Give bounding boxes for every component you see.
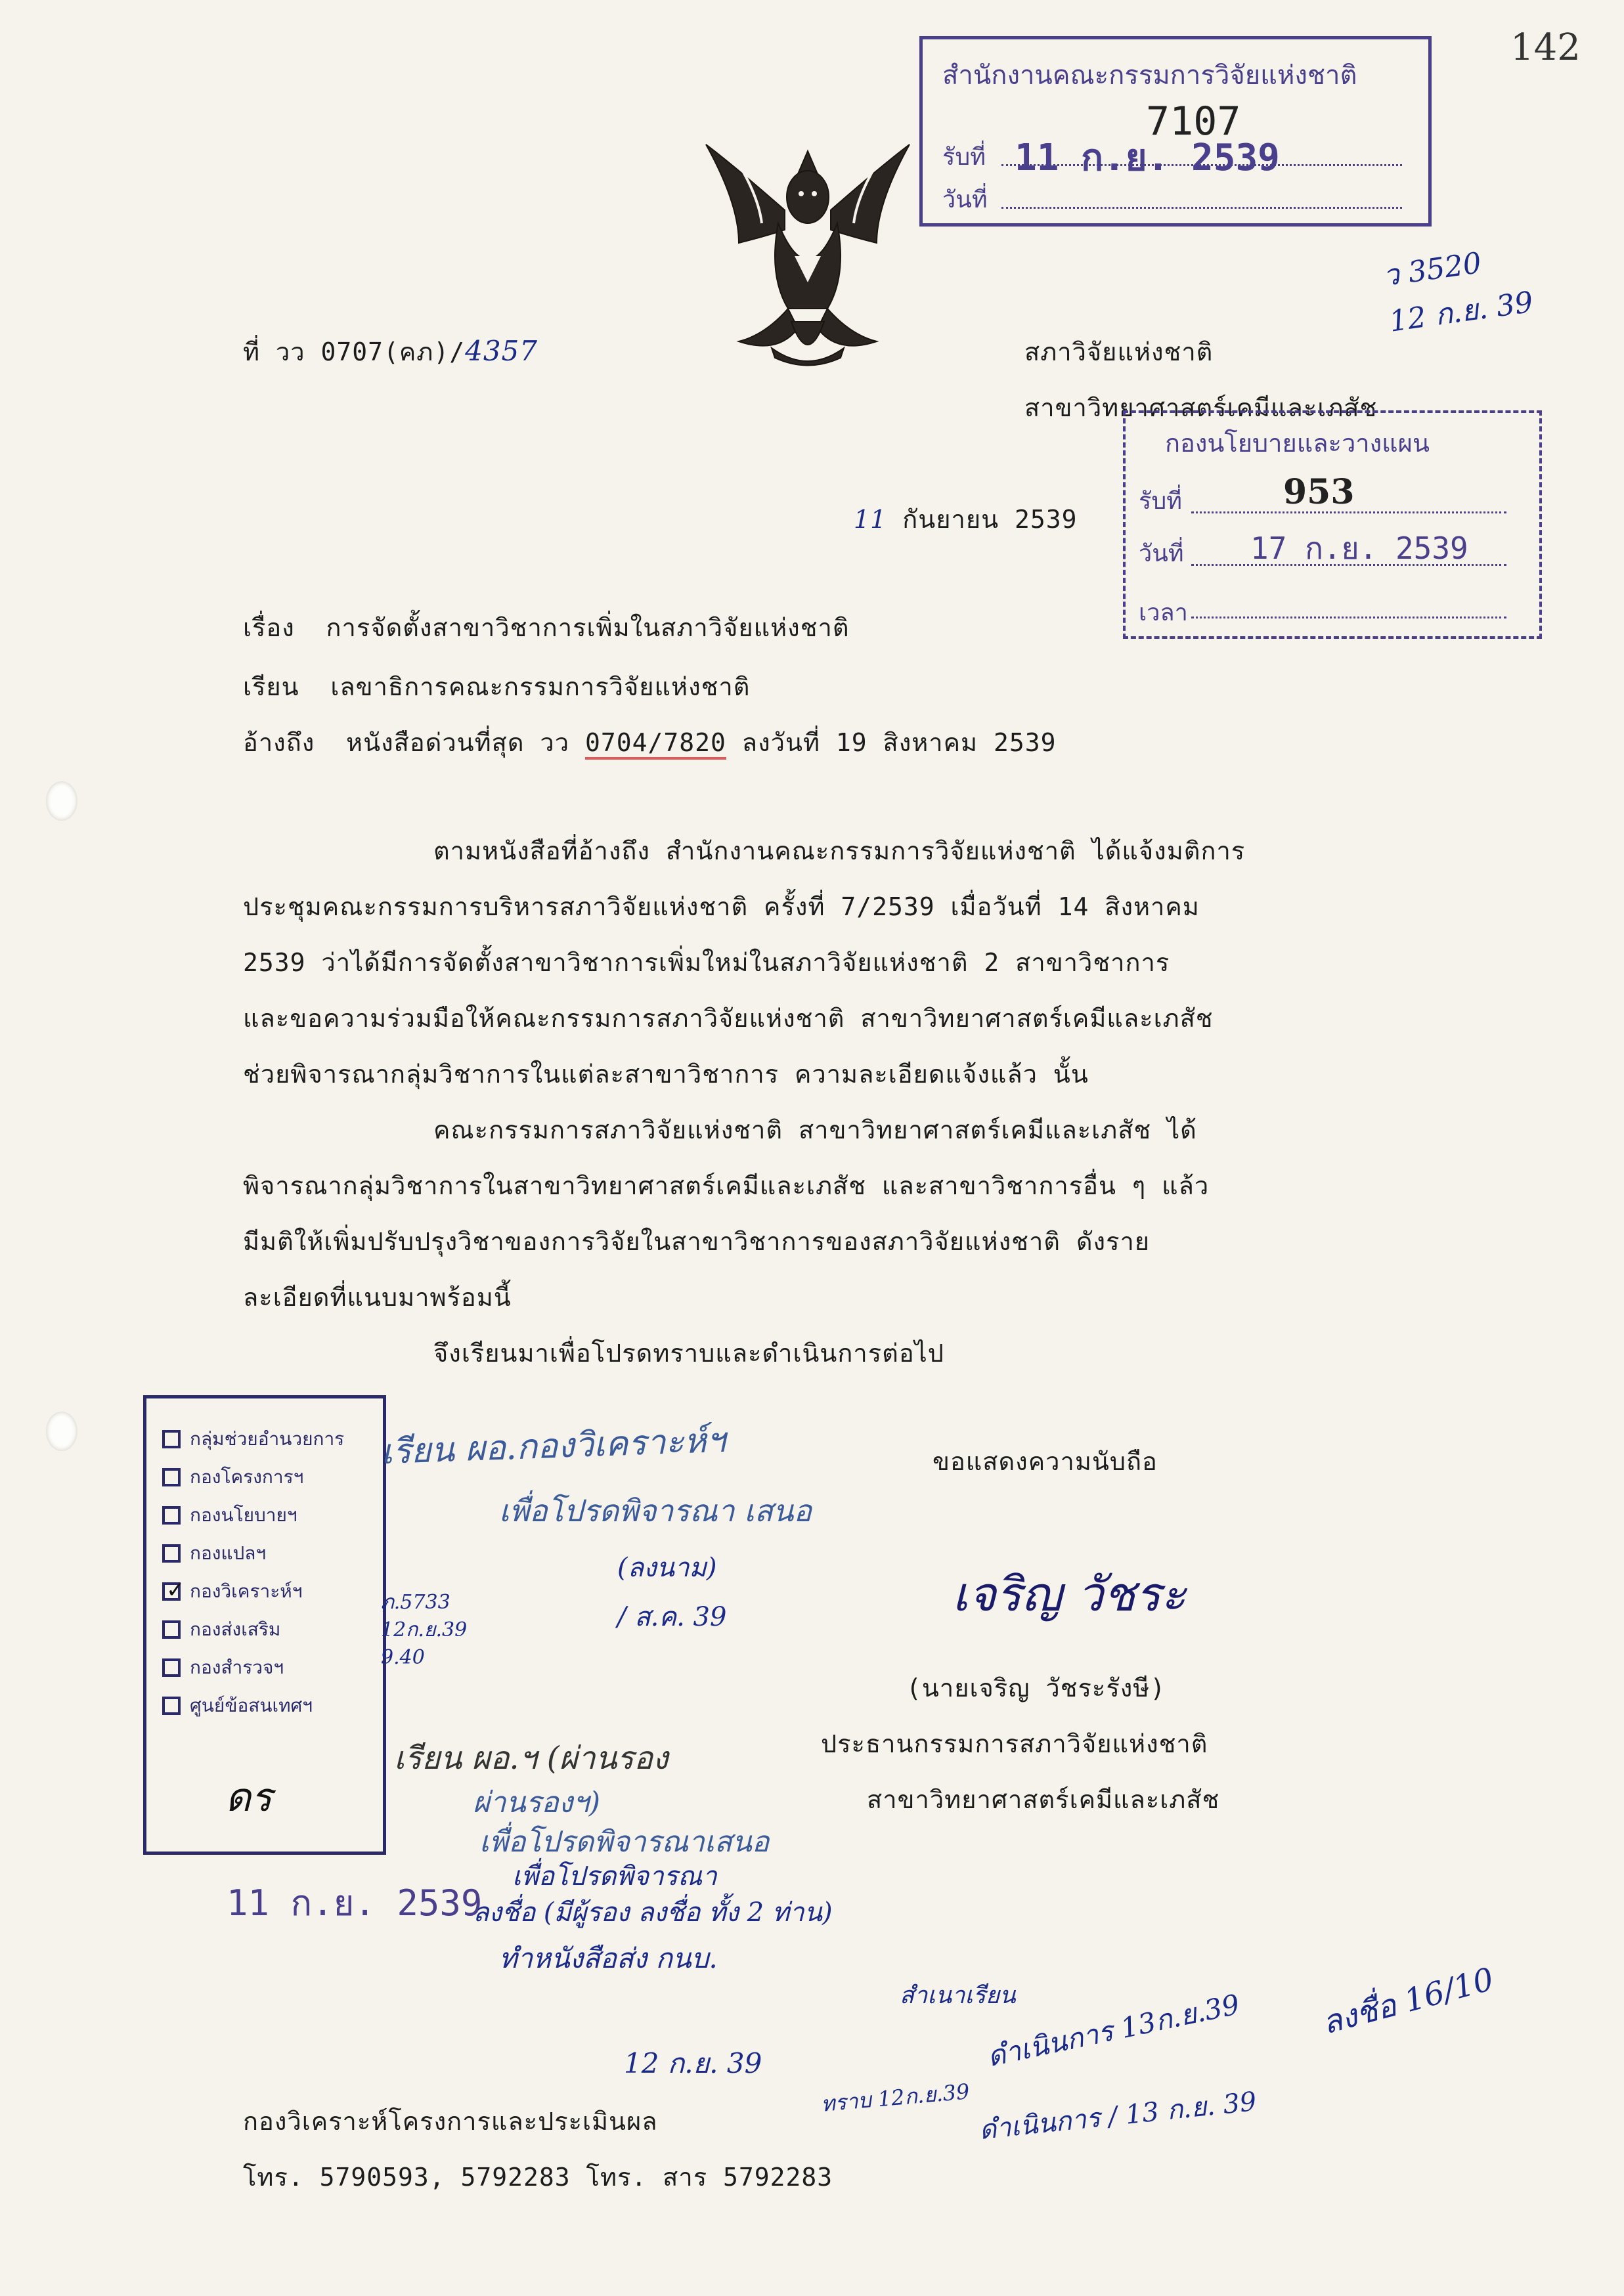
document-reference — [243, 332, 538, 372]
letter-date — [854, 499, 1077, 539]
subject-label: เรื่อง — [243, 613, 295, 642]
routing-item-label: กองส่งเสริม — [190, 1618, 281, 1640]
signer-name: (นายเจริญ วัชระรังษี) — [906, 1674, 1166, 1702]
routing-item[interactable] — [162, 1425, 344, 1454]
routing-item-label: กองสำรวจฯ — [190, 1657, 284, 1678]
handwritten-note-6: เรียน ผอ.ฯ (ผ่านรอง — [394, 1740, 669, 1777]
para2-line4: ละเอียดที่แนบมาพร้อมนี้ — [243, 1283, 512, 1312]
handwritten-note-4: / ส.ค. 39 — [617, 1602, 727, 1632]
handwritten-note-16: ลงชื่อ 16/10 — [1318, 1960, 1498, 2042]
reference-number: 0704/7820 — [585, 728, 726, 760]
handwritten-note-10: ลงชื่อ (มีผู้รอง ลงชื่อ ทั้ง 2 ท่าน) — [473, 1897, 833, 1928]
received-stamp-nrct — [919, 36, 1432, 227]
routing-item[interactable] — [162, 1577, 302, 1606]
para2-line2: พิจารณากลุ่มวิชาการในสาขาวิทยาศาสตร์เคมีและเภสัช และสาขาวิชาการอื่น ๆ แล้ว — [243, 1171, 1210, 1200]
handwritten-note-14: ทราบ 12ก.ย.39 — [820, 2079, 971, 2117]
policy-date-label: วันที่ — [1139, 540, 1184, 567]
reference-label: อ้างถึง — [243, 728, 315, 757]
routing-item[interactable] — [162, 1615, 280, 1644]
closing-line: จึงเรียนมาเพื่อโปรดทราบและดำเนินการต่อไป — [433, 1339, 944, 1368]
received-stamp-policy — [1123, 410, 1542, 639]
para1-line4: และขอความร่วมมือให้คณะกรรมการสภาวิจัยแห่งชาติ สาขาวิทยาศาสตร์เคมีและเภสัช — [243, 1004, 1214, 1033]
routing-item[interactable] — [162, 1463, 303, 1492]
recipient-line — [243, 666, 750, 706]
handwritten-note-3: (ลงนาม) — [617, 1553, 717, 1583]
handwritten-note-15: ดำเนินการ 13ก.ย.39 — [984, 1987, 1242, 2073]
handwritten-note-9: เพื่อโปรดพิจารณา — [512, 1861, 717, 1892]
signer-title-1: ประธานกรรมการสภาวิจัยแห่งชาติ — [821, 1729, 1208, 1758]
para2-line1: คณะกรรมการสภาวิจัยแห่งชาติ สาขาวิทยาศาสตร์เคมีและเภสัช ได้ — [433, 1116, 1197, 1144]
handwritten-note-13: สำเนาเรียน — [900, 1982, 1016, 2009]
stamp-date: 11 ก.ย. 2539 — [1015, 137, 1280, 179]
handwritten-note-2: เพื่อโปรดพิจารณา เสนอ — [499, 1493, 812, 1528]
routing-item-label: ศูนย์ข้อสนเทศฯ — [190, 1695, 313, 1716]
letter-date-day: 11 — [854, 505, 887, 534]
stamp-office: สำนักงานคณะกรรมการวิจัยแห่งชาติ — [942, 60, 1357, 91]
reference-text-after: ลงวันที่ 19 สิงหาคม 2539 — [726, 728, 1057, 757]
checkbox[interactable] — [162, 1544, 181, 1563]
receipt-note-date: 12 ก.ย. 39 — [1387, 285, 1535, 339]
handwritten-note-5: ภ.5733 12ก.ย.39 9.40 — [381, 1591, 468, 1669]
recipient-label: เรียน — [243, 672, 299, 701]
handwritten-note-8: เพื่อโปรดพิจารณาเสนอ — [479, 1825, 770, 1859]
reference-line — [243, 722, 1057, 762]
signature: เจริญ วัชระ — [952, 1567, 1187, 1622]
garuda-emblem — [693, 125, 923, 374]
policy-time-label: เวลา — [1139, 599, 1188, 626]
handwritten-note-11: ทำหนังสือส่ง กนบ. — [499, 1942, 718, 1974]
routing-item-label: กองนโยบายฯ — [190, 1504, 297, 1526]
sender-line-1: สภาวิจัยแห่งชาติ — [1024, 337, 1214, 366]
checkbox[interactable] — [162, 1697, 181, 1715]
routing-item-label: กองแปลฯ — [190, 1542, 267, 1564]
punch-hole-bottom — [46, 1412, 77, 1451]
handwritten-note-7: ผ่านรองฯ) — [473, 1786, 600, 1819]
routing-item[interactable] — [162, 1653, 284, 1682]
routing-item-label: กลุ่มช่วยอำนวยการ — [190, 1428, 345, 1450]
routing-item[interactable] — [162, 1539, 266, 1568]
stamp-date-label: วันที่ — [942, 186, 988, 213]
routing-item[interactable] — [162, 1501, 297, 1530]
subject-line — [243, 607, 850, 647]
signer-title-2: สาขาวิทยาศาสตร์เคมีและเภสัช — [867, 1785, 1220, 1814]
para1-line2: ประชุมคณะกรรมการบริหารสภาวิจัยแห่งชาติ ครั้งที่ 7/2539 เมื่อวันที่ 14 สิงหาคม — [243, 892, 1200, 921]
reference-text-before: หนังสือด่วนที่สุด วว — [346, 728, 585, 757]
policy-division: กองนโยบายและวางแผน — [1165, 429, 1430, 458]
stamp-received-label: รับที่ — [942, 144, 986, 171]
receipt-note-number: ว 3520 — [1380, 246, 1484, 293]
checkbox[interactable] — [162, 1620, 181, 1639]
para1-line1: ตามหนังสือที่อ้างถึง สำนักงานคณะกรรมการวิจัยแห่งชาติ ได้แจ้งมติการ — [433, 836, 1246, 865]
footer-department: กองวิเคราะห์โครงการและประเมินผล — [243, 2107, 658, 2136]
doc-ref-number: 4357 — [465, 335, 538, 367]
subject-text: การจัดตั้งสาขาวิชาการเพิ่มในสภาวิจัยแห่งชาติ — [326, 613, 850, 642]
policy-number: 953 — [1283, 472, 1355, 512]
checkbox[interactable] — [162, 1430, 181, 1448]
policy-date: 17 ก.ย. 2539 — [1250, 531, 1468, 566]
handwritten-receipt-note — [1380, 233, 1536, 344]
checkbox[interactable] — [162, 1468, 181, 1486]
checkbox[interactable] — [162, 1506, 181, 1525]
para2-line3: มีมติให้เพิ่มปรับปรุงวิชาของการวิจัยในสาขาวิชาการของสภาวิจัยแห่งชาติ ดังราย — [243, 1227, 1151, 1256]
routing-box — [143, 1395, 386, 1855]
routing-initials: ดร — [225, 1775, 273, 1821]
routing-item[interactable] — [162, 1691, 313, 1720]
handwritten-note-12: 12 ก.ย. 39 — [624, 2047, 762, 2079]
regards: ขอแสดงความนับถือ — [933, 1447, 1158, 1476]
routing-item-label: กองโครงการฯ — [190, 1466, 304, 1488]
checkbox[interactable] — [162, 1658, 181, 1677]
handwritten-note-1: เรียน ผอ.กองวิเคราะห์ฯ — [380, 1420, 726, 1473]
policy-received-label: รับที่ — [1139, 488, 1182, 515]
sender-line-2: สาขาวิทยาศาสตร์เคมีและเภสัช — [1024, 393, 1378, 422]
routing-date-stamp: 11 ก.ย. 2539 — [227, 1882, 483, 1924]
stamp-number: 7107 — [1146, 98, 1241, 144]
routing-item-label: กองวิเคราะห์ฯ — [190, 1580, 303, 1602]
punch-hole-top — [46, 781, 77, 821]
doc-ref-prefix: ที่ วว 0707(คภ)/ — [243, 337, 466, 366]
letter-date-rest: กันยายน 2539 — [902, 505, 1078, 534]
footer-phone: โทร. 5790593, 5792283 โทร. สาร 5792283 — [243, 2163, 833, 2192]
page-number: 142 — [1510, 26, 1581, 69]
checked-checkbox[interactable]: ✓ — [162, 1582, 181, 1601]
recipient-text: เลขาธิการคณะกรรมการวิจัยแห่งชาติ — [330, 672, 751, 701]
handwritten-note-17: ดำเนินการ / 13 ก.ย. 39 — [977, 2086, 1258, 2146]
para1-line3: 2539 ว่าได้มีการจัดตั้งสาขาวิชาการเพิ่มใหม่ในสภาวิจัยแห่งชาติ 2 สาขาวิชาการ — [243, 948, 1170, 977]
para1-line5: ช่วยพิจารณากลุ่มวิชาการในแต่ละสาขาวิชาการ ความละเอียดแจ้งแล้ว นั้น — [243, 1060, 1089, 1089]
